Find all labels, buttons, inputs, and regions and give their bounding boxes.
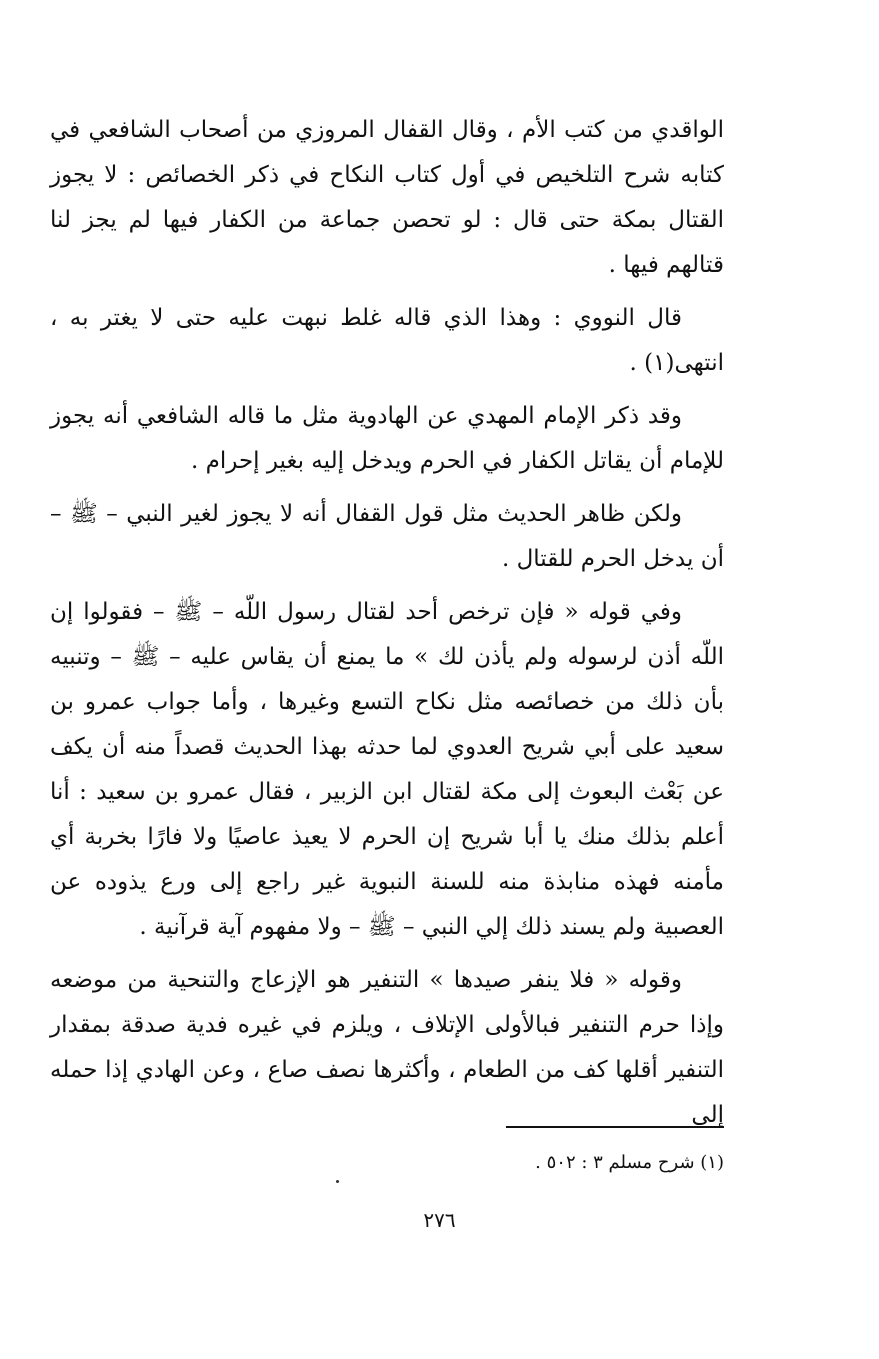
footnote-divider: [506, 1126, 724, 1128]
paragraph-5: وفي قوله « فإن ترخص أحد لقتال رسول اللّه – ﷺ – فقولوا إن اللّه أذن لرسوله ولم يأذن لك » ما يمنع أن يقاس عليه – ﷺ – وتنبيه بأن ذلك من خصائصه مثل نكاح التسع وغيرها ، وأما جواب عمرو بن سعيد على أبي شريح العدوي لما حدثه بهذا الحديث قصداً منه أن يكف عن بَعْث البعوث إلى مكة لقتال ابن الزبير ، فقال عمرو بن سعيد : أنا أعلم بذلك منك يا أبا شريح إن الحرم لا يعيذ عاصيًا ولا فارًا بخربة أي مأمنه فهذه منابذة منه للسنة النبوية غير راجع إلى ورع يذوده عن العصبية ولم يسند ذلك إلي النبي – ﷺ – ولا مفهوم آية قرآنية .: [50, 599, 724, 940]
page-body: [50, 108, 724, 1146]
footnote: (١) شرح مسلم ٣ : ٥٠٢ .: [535, 1152, 724, 1173]
page-number: ٢٧٦: [423, 1208, 456, 1232]
paragraph-2: قال النووي : وهذا الذي قاله غلط نبهت عليه حتى لا يغتر به ، انتهى(١) .: [50, 305, 724, 376]
paragraph-1: الواقدي من كتب الأم ، وقال القفال المروزي من أصحاب الشافعي في كتابه شرح التلخيص في أول كتاب النكاح في ذكر الخصائص : لا يجوز القتال بمكة حتى قال : لو تحصن جماعة من الكفار فيها لم يجز لنا قتالهم فيها .: [50, 117, 724, 278]
paragraph-3: وقد ذكر الإمام المهدي عن الهادوية مثل ما قاله الشافعي أنه يجوز للإمام أن يقاتل الكفار في الحرم ويدخل إليه بغير إحرام .: [50, 403, 724, 474]
paragraph-6: وقوله « فلا ينفر صيدها » التنفير هو الإزعاج والتنحية من موضعه وإذا حرم التنفير فبالأولى الإتلاف ، ويلزم في غيره فدية صدقة بمقدار التنفير أقلها كف من الطعام ، وأكثرها نصف صاع ، وعن الهادي إذا حمله إلى: [50, 967, 724, 1128]
scan-speck: [336, 1180, 339, 1183]
paragraph-4: ولكن ظاهر الحديث مثل قول القفال أنه لا يجوز لغير النبي – ﷺ – أن يدخل الحرم للقتال .: [50, 501, 724, 572]
